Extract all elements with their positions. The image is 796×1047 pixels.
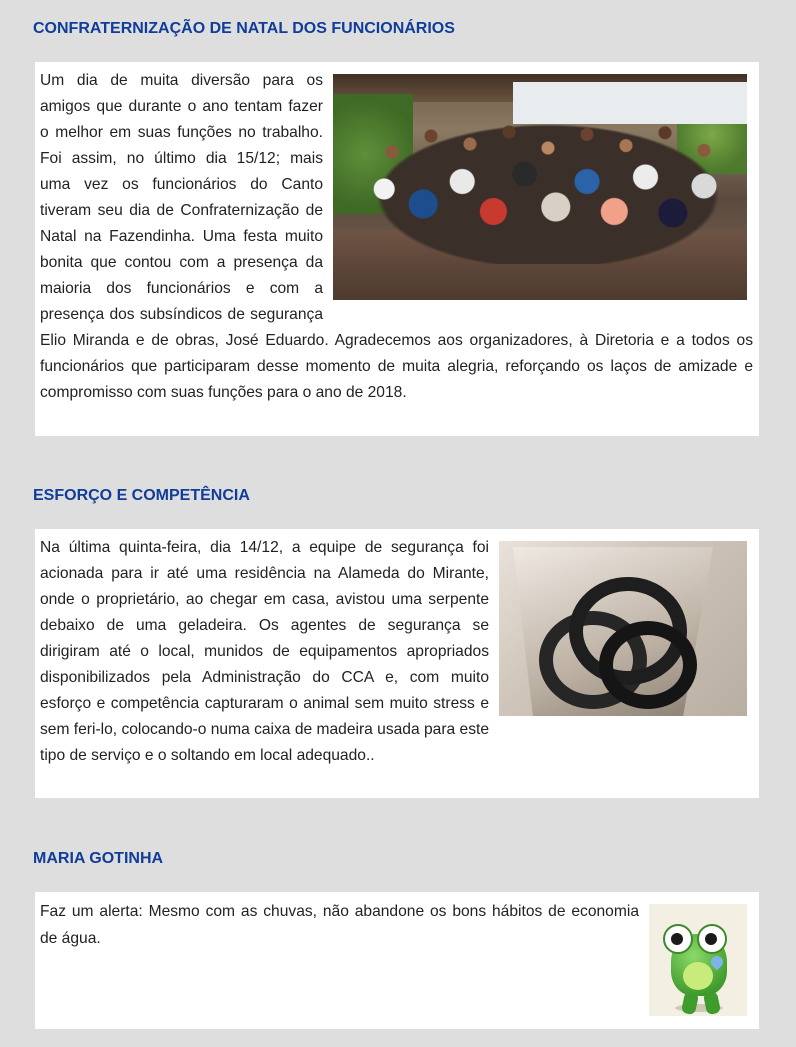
group-photo [333,74,747,300]
section-title-maria-gotinha: MARIA GOTINHA [33,850,164,867]
article-text: Faz um alerta: Mesmo com as chuvas, não abandone os bons hábitos de economia de água. [40,903,639,947]
snake-photo [499,541,747,716]
section-title-effort: ESFORÇO E COMPETÊNCIA [33,487,250,504]
article-text: Na última quinta-feira, dia 14/12, a equipe de segurança foi acionada para ir até uma residência na Alameda do Mirante, onde o proprietário, ao chegar em casa, avistou uma serpente debaixo de uma geladeira. Os agentes de segurança se dirigiram até o local, munidos de equipamentos apropriados disponibilizados pela Administração do CCA e, com muito esforço e competência capturaram o animal sem muito stress e sem feri-lo, colocando-o numa caixa de madeira usada para este tipo de serviço e o soltando em local adequado.. [40,539,489,764]
article-christmas-party [35,62,759,436]
article-effort [35,529,759,798]
section-title-christmas-party: CONFRATERNIZAÇÃO DE NATAL DOS FUNCIONÁRIOS [33,20,455,37]
frog-mascot-image [649,904,747,1016]
article-maria-gotinha [35,892,759,1029]
article-text: Um dia de muita diversão para os amigos que durante o ano tentam fazer o melhor em suas funções no trabalho. Foi assim, no último dia 15/12; mais uma vez os funcionários do Canto tiveram seu dia de Confraternização de Natal na Fazendinha. Uma festa muito bonita que contou com a presença da maioria dos funcionários e com a presença dos subsíndicos de segurança Elio Miranda e de obras, José Eduardo. Agradecemos aos organizadores, à Diretoria e a todos os funcionários que participaram desse momento de muita alegria, reforçando os laços de amizade e compromisso com suas funções para o ano de 2018. [40,72,753,401]
